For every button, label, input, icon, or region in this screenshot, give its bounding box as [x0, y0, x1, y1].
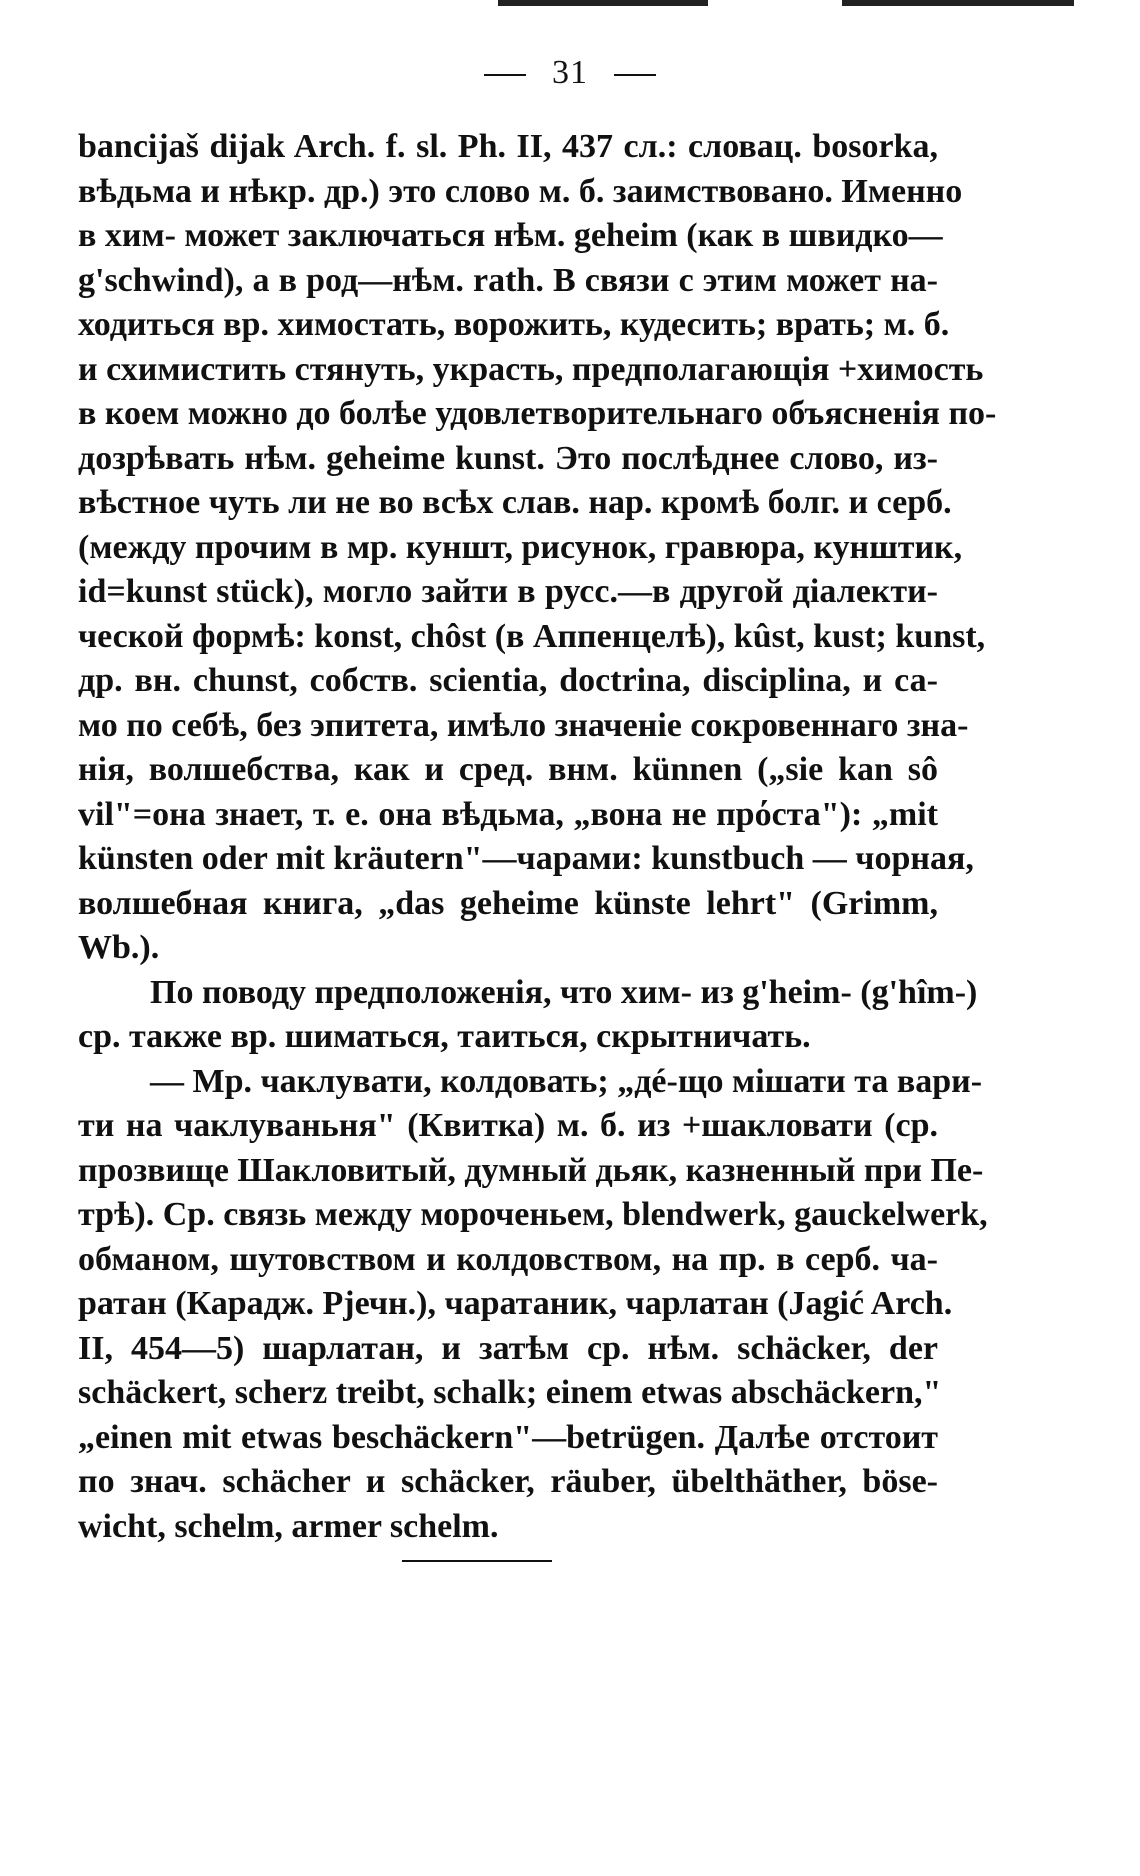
- text-line: вѣдьма и нѣкр. др.) это слово м. б. заимствовано. Именно: [78, 172, 963, 210]
- text-line: и схимистить стянуть, украсть, предполагающія +химость: [78, 350, 984, 388]
- text-line: волшебная книга, „das geheime künste lehrt" (Grimm,: [78, 884, 938, 922]
- text-line: künsten oder mit kräutern"—чарами: kunstbuch — чорная,: [78, 840, 974, 877]
- text-line: — Мр. чаклувати, колдовать; „дé-що мішати та вари-: [150, 1062, 983, 1100]
- page-number-dash: [484, 74, 526, 76]
- text-line: по знач. schächer и schäcker, räuber, übelthäther, böse-: [78, 1463, 938, 1500]
- text-line: обманом, шутовством и колдовством, на пр. в серб. ча-: [78, 1240, 938, 1278]
- text-line: вѣстное чуть ли не во всѣх слав. нар. кромѣ болг. и серб.: [78, 484, 952, 521]
- text-line: ходиться вр. химостать, ворожить, кудесить; врать; м. б.: [78, 306, 950, 343]
- top-edge-mark: [842, 0, 1074, 6]
- page-number-dash: [614, 74, 656, 76]
- text-line: wicht, schelm, armer schelm.: [78, 1507, 499, 1545]
- top-edge-mark: [498, 0, 708, 6]
- text-line: прозвище Шакловитый, думный дьяк, казненный при Пе-: [78, 1151, 984, 1189]
- text-line: мо по себѣ, без эпитета, имѣло значеніе сокровеннаго зна-: [78, 706, 969, 744]
- text-line: bancijaš dijak Arch. f. sl. Ph. II, 437 сл.: словац. bosorka,: [78, 128, 938, 165]
- text-line: (между прочим в мр. куншт, рисунок, гравюра, кунштик,: [78, 528, 963, 566]
- text-line: ратан (Карадж. Рјечн.), чаратаник, чарлатан (Jagić Arch.: [78, 1285, 953, 1322]
- body-text: [78, 125, 997, 1549]
- text-line: нія, волшебства, как и сред. внм. künnen („sie kan sô: [78, 751, 938, 788]
- text-line: ти на чаклуваньня" (Квитка) м. б. из +шакловати (ср.: [78, 1107, 938, 1144]
- text-line: schäckert, scherz treibt, schalk; einem etwas abschäckern,": [78, 1374, 942, 1411]
- text-line: ср. также вр. шиматься, таиться, скрытничать.: [78, 1018, 811, 1055]
- text-line: ческой формѣ: konst, chôst (в Аппенцелѣ), kûst, kust; kunst,: [78, 617, 986, 655]
- paragraph: [78, 125, 997, 971]
- text-line: „einen mit etwas beschäckern"—betrügen. Далѣе отстоит: [78, 1418, 938, 1456]
- paragraph: [78, 1060, 988, 1550]
- text-line: II, 454—5) шарлатан, и затѣм ср. нѣм. schäcker, der: [78, 1329, 938, 1367]
- page-number-value: 31: [552, 54, 588, 91]
- text-line: др. вн. chunst, собств. scientia, doctrina, disciplina, и са-: [78, 662, 938, 699]
- text-line: id=kunst stück), могло зайти в русс.—в другой діалекти-: [78, 573, 938, 610]
- text-line: Wb.).: [78, 929, 160, 966]
- text-line: дозрѣвать нѣм. geheime kunst. Это послѣднее слово, из-: [78, 439, 938, 477]
- page-number: [0, 54, 1140, 92]
- text-line: g'schwind), а в род—нѣм. rath. В связи с этим может на-: [78, 261, 938, 299]
- text-line: в хим- может заключаться нѣм. geheim (как в швидко—: [78, 217, 943, 254]
- text-line: трѣ). Ср. связь между мороченьем, blendwerk, gauckelwerk,: [78, 1196, 988, 1233]
- text-line: vil"=она знает, т. е. она вѣдьма, „вона не прόста"): „mit: [78, 795, 938, 833]
- paragraph: [78, 971, 978, 1060]
- end-rule: [402, 1560, 552, 1562]
- text-line: По поводу предположенія, что хим- из g'heim- (g'hîm-): [150, 973, 978, 1011]
- text-line: в коем можно до болѣе удовлетворительнаго объясненія по-: [78, 395, 997, 432]
